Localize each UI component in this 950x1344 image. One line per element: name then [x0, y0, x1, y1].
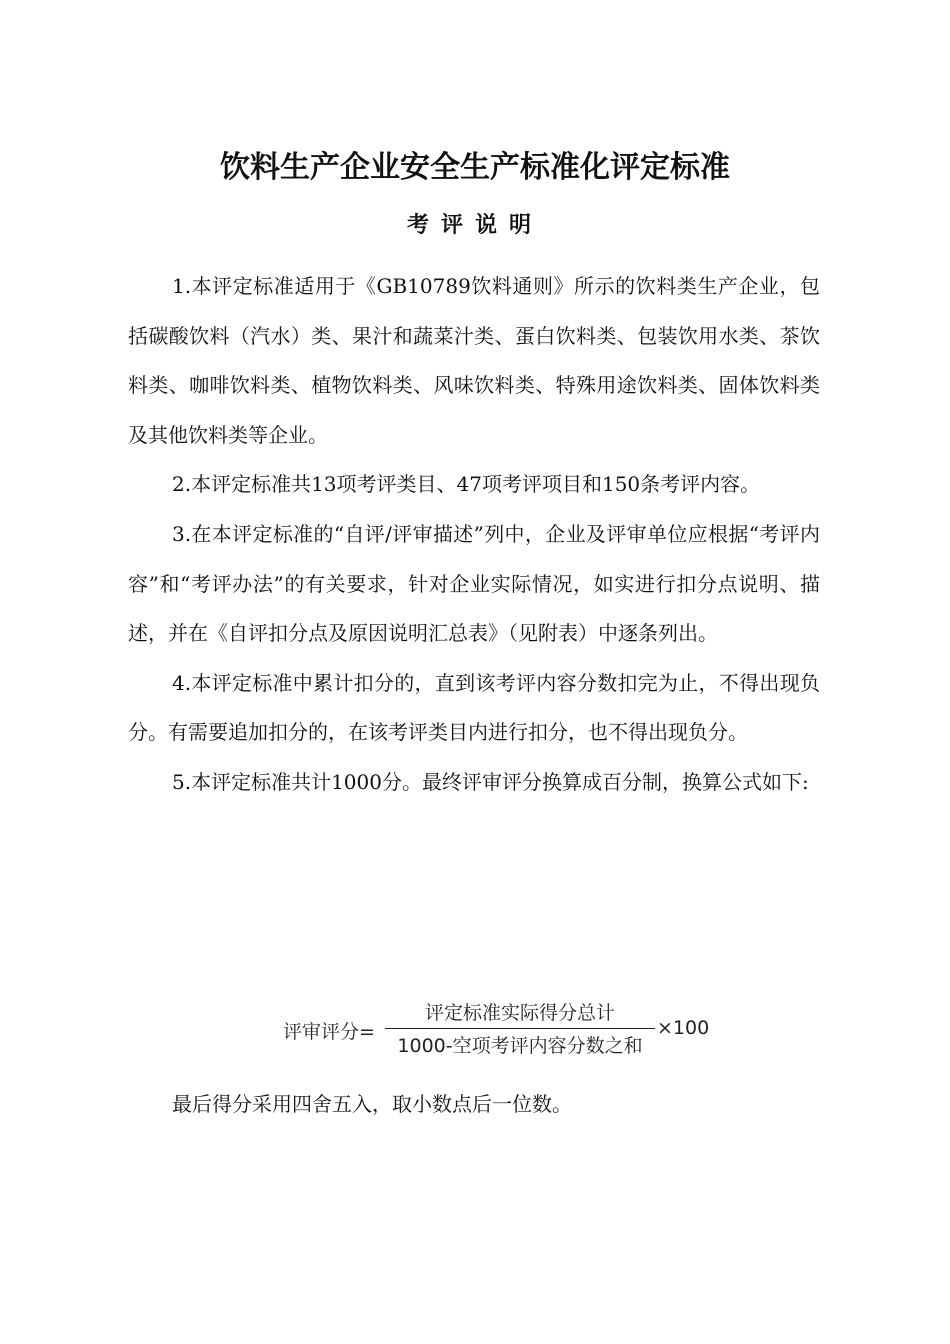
fraction-bar [385, 1028, 655, 1029]
paragraph-1: 1.本评定标准适用于《GB10789饮料通则》所示的饮料类生产企业，包括碳酸饮料（汽水）类、果汁和蔬菜汁类、蛋白饮料类、包装饮用水类、茶饮料类、咖啡饮料类、植物饮料类、风味饮料类、特殊用途饮料类、固体饮料类及其他饮料类等企业。 [128, 274, 820, 447]
score-formula [283, 1000, 743, 1070]
formula-multiplier: ×100 [657, 1017, 710, 1039]
formula-denominator: 1000-空项考评内容分数之和 [397, 1035, 643, 1057]
document-title: 饮料生产企业安全生产标准化评定标准 [220, 150, 730, 185]
paragraph-5: 5.本评定标准共计1000分。最终评审评分换算成百分制，换算公式如下: [172, 769, 809, 794]
section-subtitle: 考评说明 [406, 213, 543, 238]
formula-fraction [385, 1000, 655, 1059]
formula-numerator: 评定标准实际得分总计 [424, 1002, 615, 1024]
paragraph-3: 3.在本评定标准的“自评/评审描述”列中，企业及评审单位应根据“考评内容”和“考评办法”的有关要求，针对企业实际情况，如实进行扣分点说明、描述，并在《自评扣分点及原因说明汇总表》（见附表）中逐条列出。 [128, 521, 820, 646]
body-text [128, 262, 820, 808]
formula-lhs: 评审评分= [283, 1021, 375, 1043]
paragraph-2: 2.本评定标准共13项考评类目、47项考评项目和150条考评内容。 [172, 472, 761, 497]
paragraph-4: 4.本评定标准中累计扣分的，直到该考评内容分数扣完为止，不得出现负分。有需要追加扣分的，在该考评类目内进行扣分，也不得出现负分。 [128, 670, 820, 745]
final-note: 最后得分采用四舍五入，取小数点后一位数。 [172, 1092, 572, 1116]
